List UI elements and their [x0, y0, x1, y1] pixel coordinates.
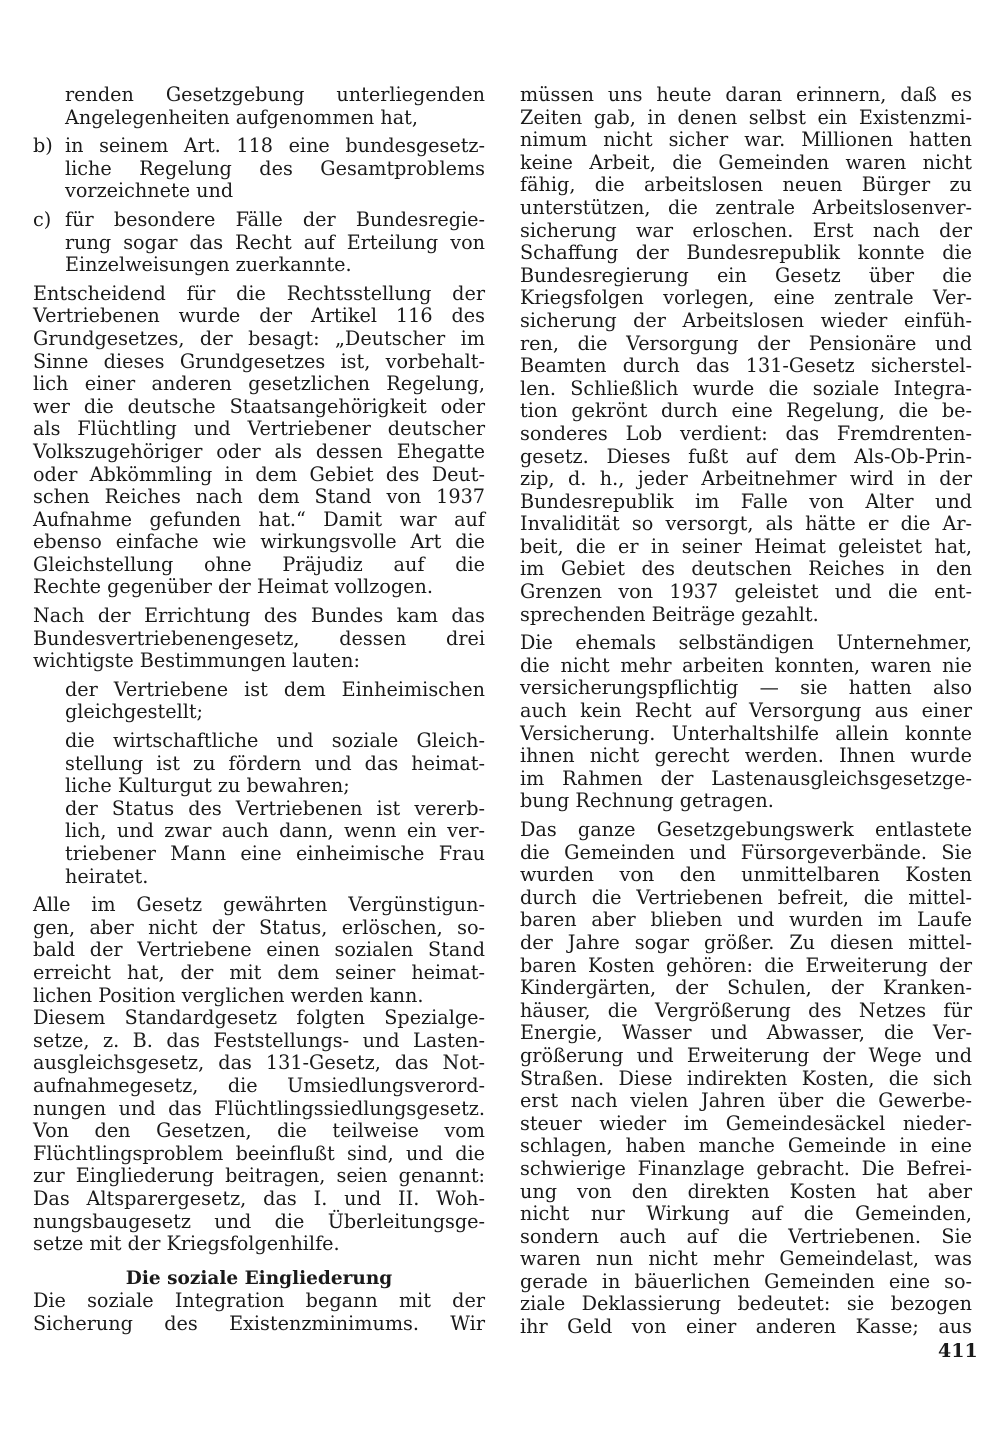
text-line: Angelegenheiten aufgenommen hat, — [65, 105, 418, 129]
text-line: ren, die Versorgung der Pensionäre und — [520, 331, 972, 355]
text-line: Vertriebenen wurde der Artikel 116 des — [33, 304, 485, 328]
text-line: Alle im Gesetz gewährten Vergünstigun- — [33, 893, 485, 917]
text-line: Flüchtlingsproblem beeinflußt sind, und die — [33, 1141, 485, 1165]
text-line: bald der Vertriebene einen sozialen Stand — [33, 938, 485, 962]
text-line: wichtigste Bestimmungen lauten: — [33, 649, 360, 673]
text-line: erreicht hat, der mit dem seiner heimat- — [33, 960, 485, 984]
text-line: wurden von den unmittelbaren Kosten — [520, 863, 972, 887]
text-line: Sinne dieses Grundgesetzes ist, vorbehalt- — [33, 349, 485, 373]
text-line: im Rahmen der Lastenausgleichsgesetzge- — [520, 766, 972, 790]
text-line: renden Gesetzgebung unterliegenden — [65, 83, 485, 106]
text-line: müssen uns heute daran erinnern, daß es — [520, 83, 972, 106]
text-line: Das Altsparergesetz, das I. und II. Woh- — [33, 1186, 485, 1210]
text-line: nungen und das Flüchtlingssiedlungsgesetz. — [33, 1096, 485, 1120]
text-line: fähig, die arbeitslosen neuen Bürger zu — [520, 173, 972, 197]
text-line: Die ehemals selbständigen Unternehmer, — [520, 631, 972, 655]
text-line: vorzeichnete und — [65, 179, 234, 203]
text-line: liche Regelung des Gesamtproblems — [65, 156, 485, 180]
text-line: Straßen. Diese indirekten Kosten, die sich — [520, 1066, 972, 1090]
text-line: aufnahmegesetz, die Umsiedlungsverord- — [33, 1073, 485, 1097]
text-line: zur Eingliederung beitragen, seien genannt: — [33, 1164, 485, 1188]
text-line: der Status des Vertriebenen ist vererb- — [65, 796, 485, 820]
provision-1 — [33, 679, 485, 724]
text-line: auch kein Recht auf Versorgung aus einer — [520, 699, 972, 723]
paragraph — [33, 283, 485, 599]
text-line: Versicherung. Unterhaltshilfe allein konnte — [520, 721, 972, 745]
text-line: der Vertriebene ist dem Einheimischen — [65, 677, 485, 701]
text-line: bung Rechnung getragen. — [520, 789, 774, 813]
text-line: Schaffung der Bundesrepublik konnte die — [520, 241, 972, 265]
text-line: setze, z. B. das Feststellungs- und Lasten- — [33, 1028, 485, 1052]
text-line: Zeiten gab, in denen selbst ein Existenzmi- — [520, 105, 972, 129]
text-line: Das ganze Gesetzgebungswerk entlastete — [520, 818, 972, 841]
text-line: versicherungspflichtig — sie hatten also — [520, 676, 972, 700]
text-line: schwierige Finanzlage gebracht. Die Befrei- — [520, 1156, 972, 1180]
text-line: sicherung der Arbeitslosen wieder einfüh- — [520, 308, 972, 332]
text-line: als Flüchtling und Vertriebener deutscher — [33, 417, 485, 441]
text-line: sicherung war erloschen. Erst nach der — [520, 218, 972, 242]
text-line: Bundesvertriebenengesetz, dessen drei — [33, 626, 485, 650]
text-line: sondern auch auf die Vertriebenen. Sie — [520, 1224, 972, 1248]
list-continuation — [33, 84, 485, 129]
page-number: 411 — [938, 1340, 978, 1362]
text-line: schen Reiches nach dem Stand von 1937 — [33, 485, 485, 509]
provision-3 — [33, 798, 485, 888]
text-line: Einzelweisungen zuerkannte. — [65, 253, 352, 277]
text-line: Grenzen von 1937 geleistet und die ent- — [520, 580, 972, 604]
paragraph — [520, 819, 972, 1339]
list-item-c — [33, 209, 485, 277]
text-line: wer die deutsche Staatsangehörigkeit oder — [33, 394, 485, 418]
text-line: Diesem Standardgesetz folgten Spezialge- — [33, 1006, 485, 1030]
text-line: zip, d. h., jeder Arbeitnehmer wird in der — [520, 467, 972, 491]
text-line: Nach der Errichtung des Bundes kam das — [33, 604, 485, 628]
text-line: Grundgesetzes, der besagt: „Deutscher im — [33, 326, 485, 350]
text-line: nimum nicht sicher war. Millionen hatten — [520, 128, 972, 152]
text-line: Aufnahme gefunden hat.“ Damit war auf — [33, 507, 485, 531]
text-line: sprechenden Beiträge gezahlt. — [520, 602, 819, 626]
text-line: waren nun nicht mehr Gemeindelast, was — [520, 1247, 972, 1271]
text-line: der Jahre sogar größer. Zu diesen mittel- — [520, 930, 972, 954]
text-line: lichen Position verglichen werden kann. — [33, 983, 424, 1007]
text-line: keine Arbeit, die Gemeinden waren nicht — [520, 150, 972, 174]
text-line: Von den Gesetzen, die teilweise vom — [33, 1119, 485, 1143]
text-line: baren Kosten gehören: die Erweiterung der — [520, 953, 972, 977]
text-line: tion gekrönt durch eine Regelung, die be- — [520, 399, 972, 423]
text-line: Gleichstellung ohne Präjudiz auf die — [33, 552, 485, 576]
paragraph — [520, 84, 972, 626]
text-line: baren aber blieben und wurden im Laufe — [520, 908, 972, 932]
text-line: Volkszugehöriger oder als dessen Ehegatte — [33, 439, 485, 463]
paragraph — [33, 894, 485, 1256]
left-column — [33, 84, 485, 1335]
text-line: im Gebiet des deutschen Reiches in den — [520, 557, 972, 581]
paragraph — [33, 605, 485, 673]
text-line: Kriegsfolgen vorlegen, eine zentrale Ver- — [520, 286, 972, 310]
text-line: für besondere Fälle der Bundesregie- — [65, 207, 485, 231]
text-line: Die soziale Integration begann mit der — [33, 1289, 485, 1313]
text-line: beit, die er in seiner Heimat geleistet hat, — [520, 534, 972, 558]
text-line: die Gemeinden und Fürsorgeverbände. Sie — [520, 840, 972, 864]
list-label: c) — [33, 207, 52, 231]
text-line: ung von den direkten Kosten hat aber — [520, 1179, 972, 1203]
paragraph — [520, 632, 972, 813]
text-line: in seinem Art. 118 eine bundesgesetz- — [65, 134, 485, 158]
text-line: ihr Geld von einer anderen Kasse; aus — [520, 1315, 972, 1339]
list-item-b — [33, 135, 485, 203]
text-line: gleichgestellt; — [65, 700, 204, 724]
text-line: Bundesregierung ein Gesetz über die — [520, 263, 972, 287]
text-line: die wirtschaftliche und soziale Gleich- — [65, 729, 485, 753]
text-line: nungsbaugesetz und die Überleitungsge- — [33, 1209, 485, 1233]
text-line: Beamten durch das 131-Gesetz sicherstel- — [520, 354, 972, 378]
text-line: Invalidität so versorgt, als hätte er die Ar- — [520, 512, 972, 536]
section-heading: Die soziale Eingliederung — [125, 1267, 393, 1289]
text-line: heiratet. — [65, 864, 149, 888]
text-line: häuser, die Vergrößerung des Netzes für — [520, 998, 972, 1022]
text-line: triebener Mann eine einheimische Frau — [65, 842, 485, 865]
text-line: durch die Vertriebenen befreit, die mittel- — [520, 885, 972, 909]
text-line: setze mit der Kriegsfolgenhilfe. — [33, 1232, 340, 1256]
text-line: gerade in bäuerlichen Gemeinden eine so- — [520, 1269, 972, 1293]
text-line: lich einer anderen gesetzlichen Regelung, — [33, 372, 485, 396]
text-line: ziale Deklassierung bedeutet: sie bezogen — [520, 1292, 972, 1316]
list-label: b) — [33, 134, 53, 158]
text-line: rung sogar das Recht auf Erteilung von — [65, 230, 485, 254]
text-line: Sicherung des Existenzminimums. Wir — [33, 1311, 485, 1335]
text-line: stellung ist zu fördern und das heimat- — [65, 751, 485, 775]
text-line: liche Kulturgut zu bewahren; — [65, 774, 350, 798]
text-line: sonderes Lob verdient: das Fremdrenten- — [520, 421, 972, 445]
text-line: Entscheidend für die Rechtsstellung der — [33, 281, 485, 305]
text-line: oder Abkömmling in dem Gebiet des Deut- — [33, 462, 485, 486]
text-line: ebenso einfache wie wirkungsvolle Art die — [33, 530, 485, 554]
text-line: Kindergärten, der Schulen, der Kranken- — [520, 976, 972, 1000]
text-line: steuer wieder im Gemeindesäckel nieder- — [520, 1111, 972, 1135]
provision-2 — [33, 730, 485, 798]
text-line: lich, und zwar auch dann, wenn ein ver- — [65, 819, 485, 843]
right-column — [520, 84, 972, 1339]
text-line: gen, aber nicht der Status, erlöschen, so- — [33, 915, 485, 939]
text-line: Energie, Wasser und Abwasser, die Ver- — [520, 1021, 972, 1045]
paragraph — [33, 1290, 485, 1335]
text-line: die nicht mehr arbeiten konnten, waren nie — [520, 653, 972, 677]
text-line: Rechte gegenüber der Heimat vollzogen. — [33, 575, 433, 599]
text-line: schlagen, haben manche Gemeinde in eine — [520, 1134, 972, 1158]
text-line: Bundesrepublik im Falle von Alter und — [520, 489, 972, 513]
text-line: unterstützen, die zentrale Arbeitslosenver- — [520, 195, 972, 219]
text-line: gesetz. Dieses fußt auf dem Als-Ob-Prin- — [520, 444, 972, 468]
text-line: erst nach vielen Jahren über die Gewerbe- — [520, 1089, 972, 1113]
text-line: len. Schließlich wurde die soziale Integra- — [520, 376, 972, 400]
text-line: ausgleichsgesetz, das 131-Gesetz, das Not- — [33, 1051, 485, 1075]
text-line: größerung und Erweiterung der Wege und — [520, 1043, 972, 1067]
text-line: nicht nur Wirkung auf die Gemeinden, — [520, 1202, 972, 1226]
text-line: ihnen nicht gerecht werden. Ihnen wurde — [520, 744, 972, 768]
